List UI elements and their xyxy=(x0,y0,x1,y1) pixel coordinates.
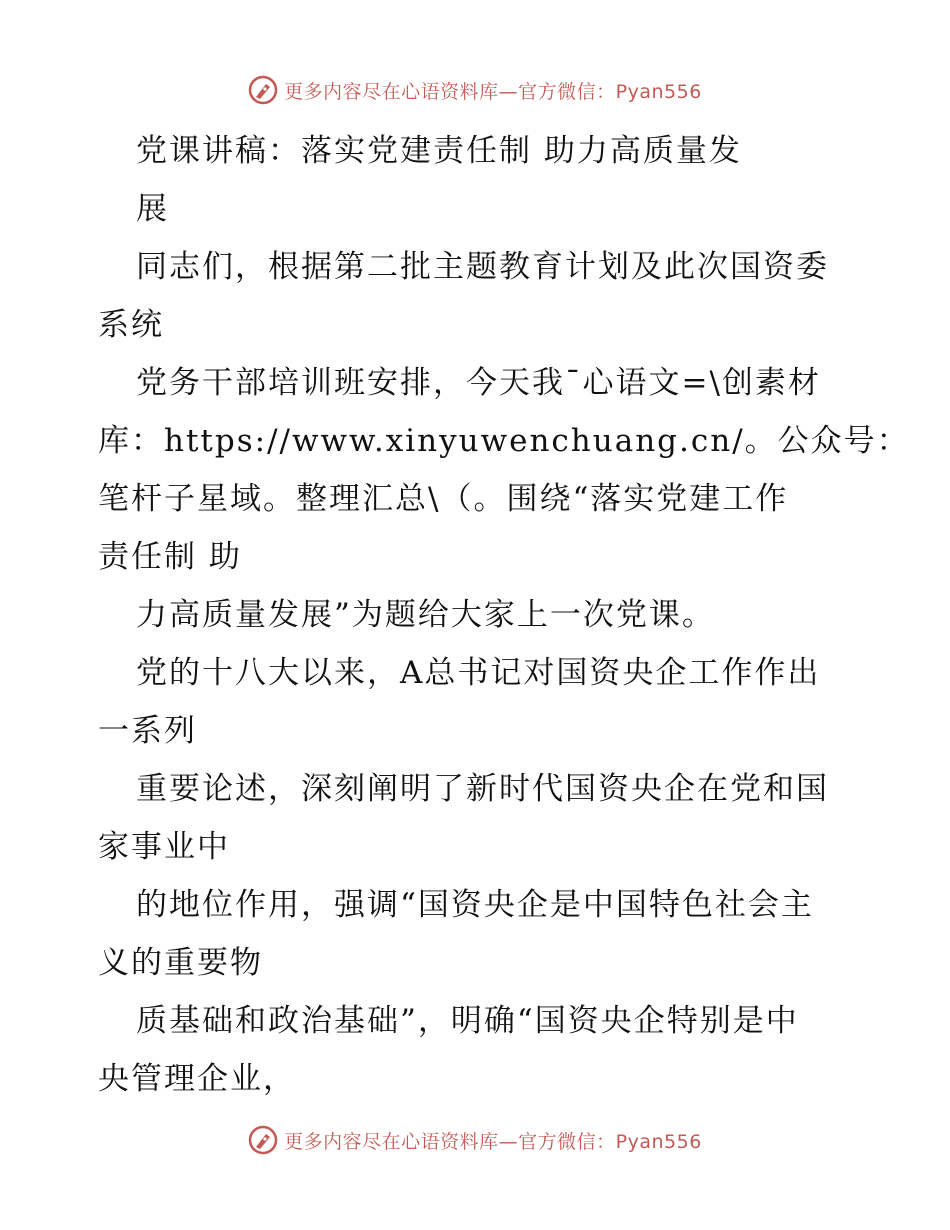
document-line: 力高质量发展”为题给大家上一次党课。 xyxy=(136,597,715,633)
document-line: 党务干部培训班安排，今天我¯心语文=\创素材 xyxy=(136,365,821,401)
header-banner-text: 更多内容尽在心语资料库—官方微信：Pyan556 xyxy=(284,80,702,103)
document-line: 党课讲稿：落实党建责任制 助力高质量发 xyxy=(136,133,742,169)
pen-nib-logo-icon xyxy=(248,75,278,105)
document-line: 库：https://www.xinyuwenchuang.cn/。公众号： xyxy=(98,423,910,459)
document-line: 系统 xyxy=(98,307,164,343)
document-line: 党的十八大以来，A总书记对国资央企工作作出 xyxy=(136,655,821,691)
document-line: 责任制 助 xyxy=(98,539,242,575)
document-line: 一系列 xyxy=(98,713,197,749)
document-line: 的地位作用，强调“国资央企是中国特色社会主 xyxy=(136,887,814,923)
document-line: 展 xyxy=(136,191,169,227)
footer-banner-text: 更多内容尽在心语资料库—官方微信：Pyan556 xyxy=(284,1130,702,1153)
document-body xyxy=(98,122,910,1108)
pen-nib-logo-icon xyxy=(248,1125,278,1155)
header-banner xyxy=(0,72,950,108)
document-line: 同志们，根据第二批主题教育计划及此次国资委 xyxy=(136,249,829,285)
document-line: 质基础和政治基础”，明确“国资央企特别是中 xyxy=(136,1003,799,1039)
document-line: 笔杆子星域。整理汇总\（。围绕“落实党建工作 xyxy=(98,481,789,517)
footer-banner xyxy=(0,1122,950,1158)
document-line: 央管理企业， xyxy=(98,1061,296,1097)
document-line: 重要论述，深刻阐明了新时代国资央企在党和国 xyxy=(136,771,829,807)
document-line: 义的重要物 xyxy=(98,945,263,981)
document-line: 家事业中 xyxy=(98,829,230,865)
